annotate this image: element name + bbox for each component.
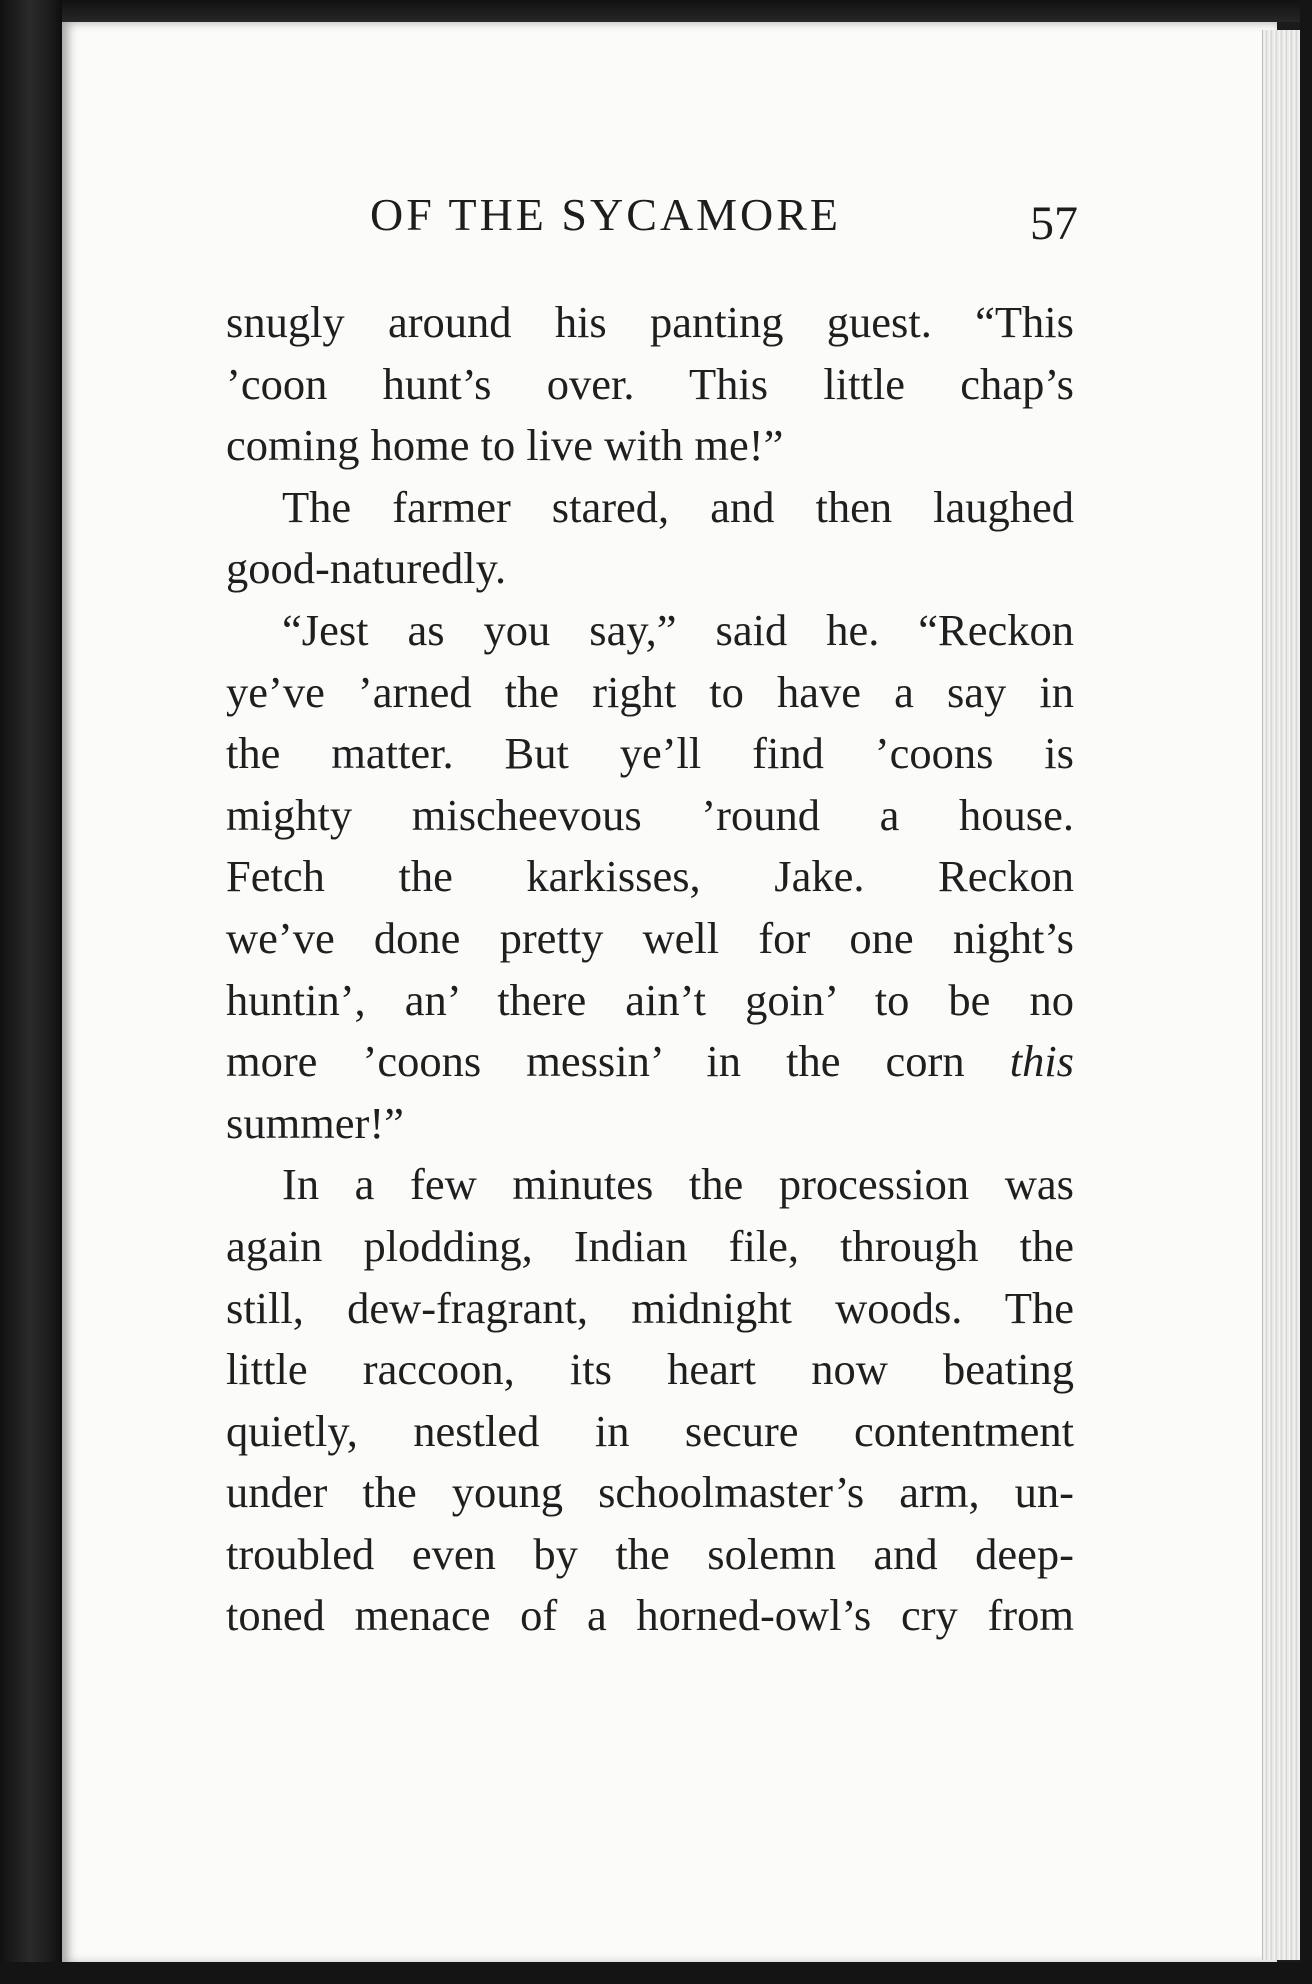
text-line: Fetch the karkisses, Jake. Reckon <box>226 851 1074 902</box>
body-text <box>226 292 1074 1647</box>
text-line <box>226 1031 1074 1093</box>
page-header <box>228 188 1078 258</box>
text-line: The farmer stared, and then laughed <box>282 481 1074 532</box>
text-line: mighty mischeevous ’round a house. <box>226 789 1074 840</box>
text-line-segment: more ’coons messin’ in the corn <box>226 1036 1010 1087</box>
text-line: again plodding, Indian file, through the <box>226 1220 1074 1271</box>
text-line: under the young schoolmaster’s arm, un- <box>226 1467 1074 1518</box>
text-line: little raccoon, its heart now beating <box>226 1344 1074 1395</box>
page-number: 57 <box>1030 197 1078 250</box>
text-line: still, dew-fragrant, midnight woods. The <box>226 1282 1074 1333</box>
book-spine-edge <box>0 0 62 1984</box>
text-line: troubled even by the solemn and deep- <box>226 1528 1074 1579</box>
text-line: ’coon hunt’s over. This little chap’s <box>226 358 1074 409</box>
running-head: OF THE SYCAMORE <box>370 189 841 240</box>
text-line: huntin’, an’ there ain’t goin’ to be no <box>226 974 1074 1025</box>
top-shadow-edge <box>0 0 1312 22</box>
text-line: quietly, nestled in secure contentment <box>226 1405 1074 1456</box>
text-line: we’ve done pretty well for one night’s <box>226 912 1074 963</box>
text-line: good-naturedly. <box>226 543 507 594</box>
bottom-shadow-edge <box>0 1962 1312 1984</box>
text-line: the matter. But ye’ll find ’coons is <box>226 728 1074 779</box>
italic-word: this <box>1009 1036 1074 1087</box>
text-line: toned menace of a horned-owl’s cry from <box>226 1590 1074 1641</box>
right-cover-edge <box>1300 0 1312 1984</box>
text-line: In a few minutes the procession was <box>282 1159 1074 1210</box>
text-line: “Jest as you say,” said he. “Reckon <box>282 604 1074 655</box>
text-line: ye’ve ’arned the right to have a say in <box>226 666 1074 717</box>
text-line: coming home to live with me!” <box>226 420 784 471</box>
text-line: snugly around his panting guest. “This <box>226 297 1074 347</box>
text-line: summer!” <box>226 1097 404 1148</box>
